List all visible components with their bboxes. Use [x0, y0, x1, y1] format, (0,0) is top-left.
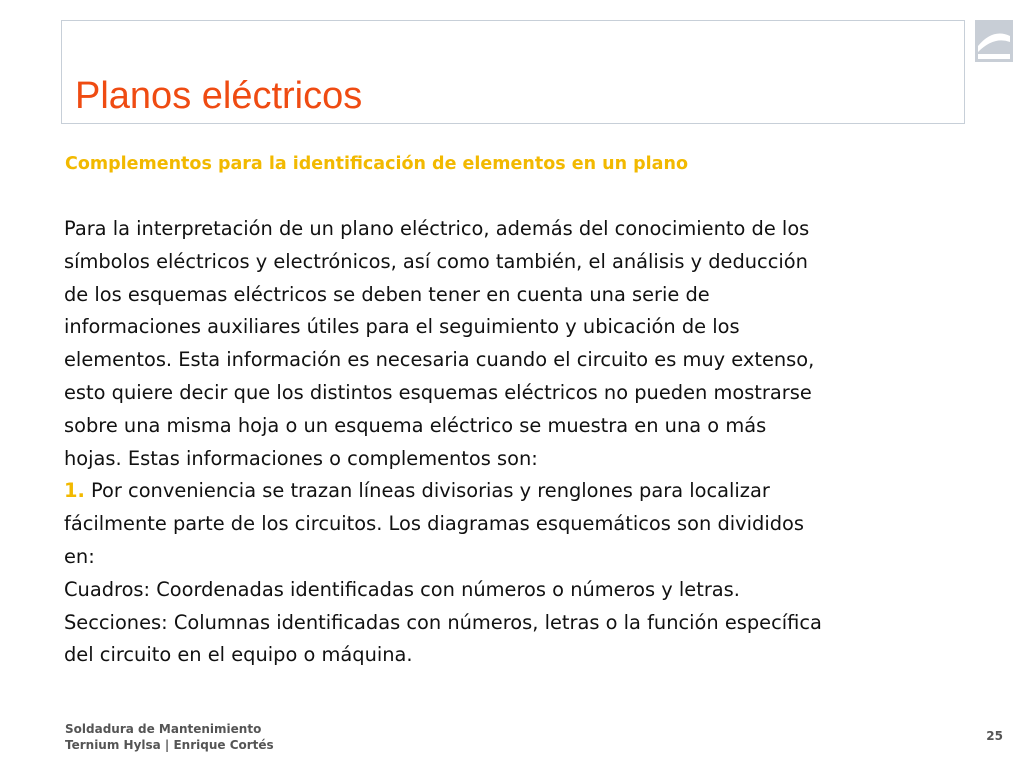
body-line: informaciones auxiliares útiles para el seguimiento y ubicación de los — [64, 315, 740, 339]
footer-author: Ternium Hylsa | Enrique Cortés — [65, 738, 274, 752]
body-line: fácilmente parte de los circuitos. Los diagramas esquemáticos son divididos — [64, 512, 804, 536]
page-title: Planos eléctricos — [75, 75, 363, 117]
title-box — [61, 20, 965, 124]
body-text — [64, 213, 984, 672]
list-number: 1. — [64, 479, 85, 503]
body-line: hojas. Estas informaciones o complementos son: — [64, 446, 538, 470]
body-line: Por conveniencia se trazan líneas divisorias y renglones para localizar — [91, 479, 770, 503]
body-line: símbolos eléctricos y electrónicos, así como también, el análisis y deducción — [64, 249, 808, 273]
body-line: esto quiere decir que los distintos esquemas eléctricos no pueden mostrarse — [64, 380, 812, 404]
list-item-1 — [64, 475, 984, 508]
body-line: sobre una misma hoja o un esquema eléctrico se muestra en una o más — [64, 413, 767, 437]
body-line: de los esquemas eléctricos se deben tener en cuenta una serie de — [64, 282, 710, 306]
body-line: Para la interpretación de un plano eléctrico, además del conocimiento de los — [64, 217, 810, 240]
body-line: elementos. Esta información es necesaria cuando el circuito es muy extenso, — [64, 348, 815, 372]
footer-course: Soldadura de Mantenimiento — [65, 722, 262, 736]
section-subtitle: Complementos para la identificación de elementos en un plano — [65, 154, 688, 174]
footer — [65, 721, 274, 753]
body-line: en: — [64, 544, 95, 568]
body-line: del circuito en el equipo o máquina. — [64, 643, 413, 667]
body-line: Cuadros: Coordenadas identificadas con números o números y letras. — [64, 577, 740, 601]
page-number: 25 — [986, 729, 1003, 743]
corporate-logo-icon — [975, 20, 1013, 62]
body-line: Secciones: Columnas identificadas con números, letras o la función específica — [64, 610, 822, 634]
